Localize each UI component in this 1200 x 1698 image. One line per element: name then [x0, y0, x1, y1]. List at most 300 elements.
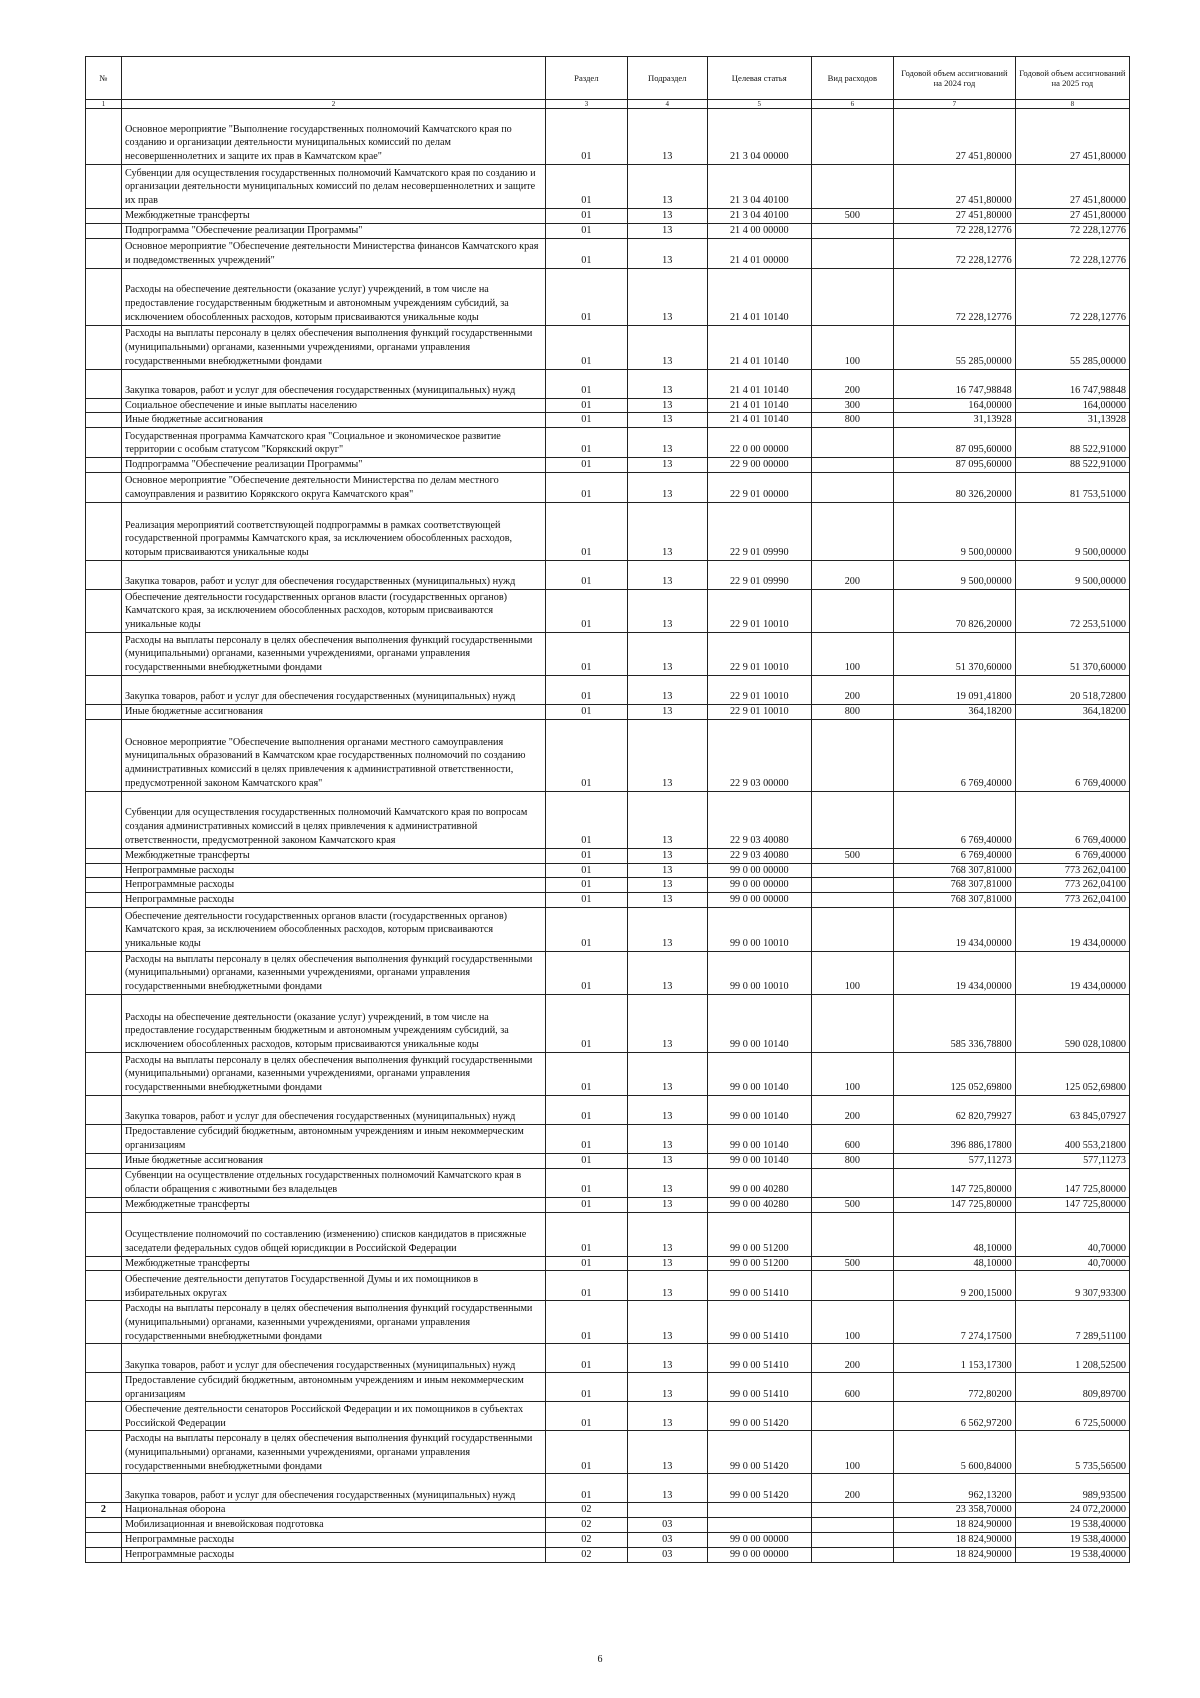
amount-2025: 72 228,12776	[1015, 238, 1129, 268]
amount-2025: 27 451,80000	[1015, 109, 1129, 165]
section-code: 01	[546, 675, 627, 704]
amount-2024: 27 451,80000	[894, 109, 1016, 165]
table-row	[86, 632, 1130, 675]
section-code: 01	[546, 704, 627, 719]
amount-2025: 27 451,80000	[1015, 165, 1129, 209]
expense-type-code	[811, 1402, 894, 1431]
amount-2024: 768 307,81000	[894, 863, 1016, 878]
target-article-code: 99 0 00 00000	[707, 1547, 811, 1562]
expense-type-code: 100	[811, 1431, 894, 1474]
row-number	[86, 1402, 122, 1431]
target-article-code	[707, 1518, 811, 1533]
target-article-code: 99 0 00 51410	[707, 1301, 811, 1344]
expense-type-code	[811, 589, 894, 632]
amount-2024: 62 820,79927	[894, 1095, 1016, 1124]
row-number: 2	[86, 1503, 122, 1518]
budget-table	[85, 56, 1130, 1563]
amount-2024: 31,13928	[894, 413, 1016, 428]
section-code: 01	[546, 165, 627, 209]
subsection-code: 13	[627, 1095, 707, 1124]
expense-type-code: 500	[811, 209, 894, 224]
target-article-code: 22 0 00 00000	[707, 428, 811, 458]
table-row	[86, 791, 1130, 848]
table-row	[86, 994, 1130, 1052]
target-article-code: 22 9 01 00000	[707, 472, 811, 502]
expense-type-code	[811, 223, 894, 238]
table-row	[86, 863, 1130, 878]
section-code: 01	[546, 502, 627, 560]
table-row	[86, 1503, 1130, 1518]
amount-2024: 23 358,70000	[894, 1503, 1016, 1518]
section-code: 01	[546, 1271, 627, 1301]
table-row	[86, 165, 1130, 209]
subsection-code: 13	[627, 428, 707, 458]
expense-name: Расходы на выплаты персоналу в целях обеспечения выполнения функций государственными (муниципальными) органами, казенными учреждениями, органами управления государственными внебюджетными фондами	[121, 632, 545, 675]
amount-2025: 31,13928	[1015, 413, 1129, 428]
expense-name: Непрограммные расходы	[121, 1532, 545, 1547]
expense-name: Предоставление субсидий бюджетным, автономным учреждениям и иным некоммерческим организациям	[121, 1124, 545, 1153]
expense-name: Закупка товаров, работ и услуг для обеспечения государственных (муниципальных) нужд	[121, 675, 545, 704]
expense-type-code	[811, 238, 894, 268]
row-number	[86, 1532, 122, 1547]
amount-2024: 48,10000	[894, 1212, 1016, 1256]
target-article-code: 99 0 00 00000	[707, 1532, 811, 1547]
expense-type-code: 100	[811, 1052, 894, 1095]
section-code: 01	[546, 1052, 627, 1095]
expense-name: Расходы на выплаты персоналу в целях обеспечения выполнения функций государственными (муниципальными) органами, казенными учреждениями, органами управления государственными внебюджетными фондами	[121, 951, 545, 994]
expense-type-code	[811, 109, 894, 165]
amount-2024: 16 747,98848	[894, 369, 1016, 398]
section-code: 01	[546, 1474, 627, 1503]
target-article-code: 21 4 00 00000	[707, 223, 811, 238]
subsection-code: 13	[627, 165, 707, 209]
section-code: 01	[546, 238, 627, 268]
subsection-code: 13	[627, 1402, 707, 1431]
row-number	[86, 165, 122, 209]
row-number	[86, 878, 122, 893]
row-number	[86, 472, 122, 502]
page-number: 6	[597, 1654, 603, 1665]
amount-2025: 9 500,00000	[1015, 560, 1129, 589]
subsection-code: 13	[627, 863, 707, 878]
amount-2025: 6 769,40000	[1015, 848, 1129, 863]
amount-2025: 577,11273	[1015, 1153, 1129, 1168]
amount-2025: 9 500,00000	[1015, 502, 1129, 560]
section-code: 01	[546, 893, 627, 908]
expense-type-code	[811, 1503, 894, 1518]
expense-type-code	[811, 1547, 894, 1562]
table-row	[86, 1373, 1130, 1402]
row-number	[86, 994, 122, 1052]
expense-name: Иные бюджетные ассигнования	[121, 704, 545, 719]
target-article-code: 99 0 00 10140	[707, 1153, 811, 1168]
row-number	[86, 863, 122, 878]
expense-type-code: 200	[811, 675, 894, 704]
table-row	[86, 719, 1130, 791]
index-cell: 2	[121, 100, 545, 109]
subsection-code: 13	[627, 1344, 707, 1373]
header-name	[121, 57, 545, 100]
amount-2025: 19 538,40000	[1015, 1518, 1129, 1533]
expense-name: Основное мероприятие "Выполнение государственных полномочий Камчатского края по созданию и организации деятельности муниципальных комиссий по делам несовершеннолетних и защите их прав в Камчатском крае"	[121, 109, 545, 165]
expense-type-code	[811, 907, 894, 951]
row-number	[86, 223, 122, 238]
section-code: 01	[546, 1124, 627, 1153]
amount-2025: 7 289,51100	[1015, 1301, 1129, 1344]
subsection-code: 13	[627, 675, 707, 704]
amount-2025: 40,70000	[1015, 1212, 1129, 1256]
amount-2025: 989,93500	[1015, 1474, 1129, 1503]
index-cell: 1	[86, 100, 122, 109]
expense-name: Подпрограмма "Обеспечение реализации Программы"	[121, 458, 545, 473]
expense-name: Расходы на обеспечение деятельности (оказание услуг) учреждений, в том числе на предоставление государственным бюджетным и автономным учреждениям субсидий, за исключением обособленных расходов, которым присваиваются уникальные коды	[121, 268, 545, 325]
expense-name: Закупка товаров, работ и услуг для обеспечения государственных (муниципальных) нужд	[121, 1095, 545, 1124]
section-code: 01	[546, 1373, 627, 1402]
target-article-code: 99 0 00 10140	[707, 1095, 811, 1124]
expense-name: Обеспечение деятельности сенаторов Российской Федерации и их помощников в субъектах Российской Федерации	[121, 1402, 545, 1431]
target-article-code: 21 4 01 10140	[707, 325, 811, 369]
index-cell: 5	[707, 100, 811, 109]
row-number	[86, 632, 122, 675]
table-index-row	[86, 100, 1130, 109]
subsection-code: 13	[627, 502, 707, 560]
target-article-code: 22 9 01 10010	[707, 632, 811, 675]
expense-name: Иные бюджетные ассигнования	[121, 413, 545, 428]
target-article-code: 21 4 01 10140	[707, 369, 811, 398]
expense-type-code: 200	[811, 1474, 894, 1503]
amount-2024: 80 326,20000	[894, 472, 1016, 502]
target-article-code: 21 3 04 00000	[707, 109, 811, 165]
row-number	[86, 1124, 122, 1153]
amount-2025: 147 725,80000	[1015, 1197, 1129, 1212]
amount-2025: 27 451,80000	[1015, 209, 1129, 224]
amount-2024: 87 095,60000	[894, 458, 1016, 473]
expense-name: Иные бюджетные ассигнования	[121, 1153, 545, 1168]
expense-type-code	[811, 458, 894, 473]
amount-2025: 63 845,07927	[1015, 1095, 1129, 1124]
amount-2024: 27 451,80000	[894, 165, 1016, 209]
section-code: 01	[546, 951, 627, 994]
row-number	[86, 1431, 122, 1474]
section-code: 01	[546, 560, 627, 589]
expense-name: Реализация мероприятий соответствующей подпрограммы в рамках соответствующей государственной программы Камчатского края, за исключением обособленных расходов, которым присваиваются уникальные коды	[121, 502, 545, 560]
amount-2024: 48,10000	[894, 1256, 1016, 1271]
row-number	[86, 704, 122, 719]
row-number	[86, 369, 122, 398]
row-number	[86, 268, 122, 325]
section-code: 01	[546, 719, 627, 791]
target-article-code: 22 9 01 10010	[707, 589, 811, 632]
amount-2025: 6 725,50000	[1015, 1402, 1129, 1431]
amount-2025: 125 052,69800	[1015, 1052, 1129, 1095]
index-cell: 3	[546, 100, 627, 109]
amount-2025: 400 553,21800	[1015, 1124, 1129, 1153]
expense-name: Мобилизационная и вневойсковая подготовка	[121, 1518, 545, 1533]
amount-2024: 5 600,84000	[894, 1431, 1016, 1474]
section-code: 01	[546, 325, 627, 369]
amount-2025: 773 262,04100	[1015, 878, 1129, 893]
expense-name: Обеспечение деятельности государственных органов власти (государственных органов) Камчатского края, за исключением обособленных расходов, которым присваиваются уникальные коды	[121, 907, 545, 951]
subsection-code: 13	[627, 719, 707, 791]
target-article-code: 99 0 00 51200	[707, 1256, 811, 1271]
expense-type-code: 500	[811, 848, 894, 863]
section-code: 01	[546, 878, 627, 893]
index-cell: 6	[811, 100, 894, 109]
expense-name: Основное мероприятие "Обеспечение деятельности Министерства финансов Камчатского края и подведомственных учреждений"	[121, 238, 545, 268]
table-row	[86, 325, 1130, 369]
row-number	[86, 907, 122, 951]
row-number	[86, 1271, 122, 1301]
row-number	[86, 1168, 122, 1197]
subsection-code: 13	[627, 223, 707, 238]
index-cell: 8	[1015, 100, 1129, 109]
target-article-code: 21 4 01 10140	[707, 413, 811, 428]
table-row	[86, 878, 1130, 893]
expense-type-code	[811, 472, 894, 502]
target-article-code: 99 0 00 51420	[707, 1431, 811, 1474]
subsection-code: 13	[627, 1474, 707, 1503]
expense-name: Субвенции на осуществление отдельных государственных полномочий Камчатского края в области обращения с животными без владельцев	[121, 1168, 545, 1197]
expense-type-code: 200	[811, 1095, 894, 1124]
table-body	[86, 109, 1130, 1563]
expense-name: Межбюджетные трансферты	[121, 1256, 545, 1271]
row-number	[86, 1153, 122, 1168]
amount-2024: 6 562,97200	[894, 1402, 1016, 1431]
expense-type-code: 100	[811, 1301, 894, 1344]
amount-2025: 55 285,00000	[1015, 325, 1129, 369]
amount-2025: 364,18200	[1015, 704, 1129, 719]
amount-2025: 16 747,98848	[1015, 369, 1129, 398]
subsection-code: 13	[627, 1168, 707, 1197]
table-row	[86, 1052, 1130, 1095]
table-row	[86, 1518, 1130, 1533]
row-number	[86, 502, 122, 560]
expense-type-code: 500	[811, 1256, 894, 1271]
target-article-code: 99 0 00 10140	[707, 1052, 811, 1095]
target-article-code: 22 9 03 40080	[707, 848, 811, 863]
amount-2025: 24 072,20000	[1015, 1503, 1129, 1518]
expense-type-code: 500	[811, 1197, 894, 1212]
expense-name: Закупка товаров, работ и услуг для обеспечения государственных (муниципальных) нужд	[121, 560, 545, 589]
expense-type-code	[811, 994, 894, 1052]
expense-name: Подпрограмма "Обеспечение реализации Программы"	[121, 223, 545, 238]
row-number	[86, 398, 122, 413]
index-cell: 7	[894, 100, 1016, 109]
amount-2024: 772,80200	[894, 1373, 1016, 1402]
expense-type-code	[811, 428, 894, 458]
section-code: 01	[546, 1153, 627, 1168]
expense-name: Обеспечение деятельности государственных органов власти (государственных органов) Камчатского края, за исключением обособленных расходов, которым присваиваются уникальные коды	[121, 589, 545, 632]
expense-type-code: 800	[811, 413, 894, 428]
row-number	[86, 1197, 122, 1212]
target-article-code: 99 0 00 51410	[707, 1373, 811, 1402]
row-number	[86, 893, 122, 908]
expense-type-code: 100	[811, 325, 894, 369]
expense-name: Национальная оборона	[121, 1503, 545, 1518]
table-row	[86, 502, 1130, 560]
expense-type-code	[811, 719, 894, 791]
expense-type-code: 300	[811, 398, 894, 413]
row-number	[86, 589, 122, 632]
expense-type-code: 600	[811, 1124, 894, 1153]
expense-name: Государственная программа Камчатского края "Социальное и экономическое развитие территории с особым статусом "Корякский округ"	[121, 428, 545, 458]
section-code: 01	[546, 369, 627, 398]
expense-name: Расходы на обеспечение деятельности (оказание услуг) учреждений, в том числе на предоставление государственным бюджетным и автономным учреждениям субсидий, за исключением обособленных расходов, которым присваиваются уникальные коды	[121, 994, 545, 1052]
amount-2024: 164,00000	[894, 398, 1016, 413]
subsection-code: 13	[627, 848, 707, 863]
amount-2025: 6 769,40000	[1015, 719, 1129, 791]
target-article-code: 22 9 03 00000	[707, 719, 811, 791]
section-code: 02	[546, 1518, 627, 1533]
table-row	[86, 413, 1130, 428]
expense-name: Обеспечение деятельности депутатов Государственной Думы и их помощников в избирательных округах	[121, 1271, 545, 1301]
expense-name: Расходы на выплаты персоналу в целях обеспечения выполнения функций государственными (муниципальными) органами, казенными учреждениями, органами управления государственными внебюджетными фондами	[121, 1052, 545, 1095]
amount-2025: 72 253,51000	[1015, 589, 1129, 632]
target-article-code: 99 0 00 40280	[707, 1197, 811, 1212]
amount-2024: 9 500,00000	[894, 502, 1016, 560]
subsection-code: 13	[627, 1256, 707, 1271]
row-number	[86, 719, 122, 791]
subsection-code: 13	[627, 398, 707, 413]
amount-2025: 809,89700	[1015, 1373, 1129, 1402]
expense-name: Основное мероприятие "Обеспечение деятельности Министерства по делам местного самоуправления и развитию Корякского округа Камчатского края"	[121, 472, 545, 502]
target-article-code: 22 9 01 10010	[707, 675, 811, 704]
expense-type-code	[811, 1271, 894, 1301]
subsection-code: 13	[627, 458, 707, 473]
table-row	[86, 589, 1130, 632]
table-row	[86, 1474, 1130, 1503]
expense-type-code	[811, 791, 894, 848]
amount-2024: 70 826,20000	[894, 589, 1016, 632]
header-amount-2024: Годовой объем ассигнований на 2024 год	[894, 57, 1016, 100]
expense-name: Расходы на выплаты персоналу в целях обеспечения выполнения функций государственными (муниципальными) органами, казенными учреждениями, органами управления государственными внебюджетными фондами	[121, 325, 545, 369]
amount-2025: 40,70000	[1015, 1256, 1129, 1271]
table-row	[86, 1256, 1130, 1271]
header-amount-2025: Годовой объем ассигнований на 2025 год	[1015, 57, 1129, 100]
section-code: 01	[546, 632, 627, 675]
expense-name: Межбюджетные трансферты	[121, 1197, 545, 1212]
subsection-code: 13	[627, 878, 707, 893]
row-number	[86, 458, 122, 473]
amount-2024: 396 886,17800	[894, 1124, 1016, 1153]
table-row	[86, 951, 1130, 994]
table-row	[86, 369, 1130, 398]
target-article-code: 21 4 01 00000	[707, 238, 811, 268]
expense-type-code: 100	[811, 632, 894, 675]
table-row	[86, 560, 1130, 589]
section-code: 01	[546, 1301, 627, 1344]
section-code: 01	[546, 209, 627, 224]
section-code: 01	[546, 1168, 627, 1197]
expense-type-code	[811, 893, 894, 908]
subsection-code: 13	[627, 1301, 707, 1344]
header-subsection: Подраздел	[627, 57, 707, 100]
expense-name: Расходы на выплаты персоналу в целях обеспечения выполнения функций государственными (муниципальными) органами, казенными учреждениями, органами управления государственными внебюджетными фондами	[121, 1301, 545, 1344]
subsection-code: 13	[627, 632, 707, 675]
amount-2025: 72 228,12776	[1015, 268, 1129, 325]
section-code: 01	[546, 1212, 627, 1256]
expense-name: Непрограммные расходы	[121, 893, 545, 908]
expense-type-code: 800	[811, 704, 894, 719]
row-number	[86, 1547, 122, 1562]
expense-name: Непрограммные расходы	[121, 878, 545, 893]
amount-2024: 364,18200	[894, 704, 1016, 719]
expense-type-code	[811, 878, 894, 893]
table-row	[86, 472, 1130, 502]
expense-type-code: 800	[811, 1153, 894, 1168]
section-code: 01	[546, 472, 627, 502]
table-row	[86, 109, 1130, 165]
expense-type-code: 200	[811, 369, 894, 398]
amount-2024: 9 200,15000	[894, 1271, 1016, 1301]
section-code: 01	[546, 1095, 627, 1124]
table-row	[86, 1547, 1130, 1562]
section-code: 02	[546, 1503, 627, 1518]
expense-type-code	[811, 165, 894, 209]
target-article-code: 99 0 00 51420	[707, 1474, 811, 1503]
subsection-code: 13	[627, 109, 707, 165]
amount-2024: 147 725,80000	[894, 1168, 1016, 1197]
amount-2024: 6 769,40000	[894, 791, 1016, 848]
row-number	[86, 1373, 122, 1402]
subsection-code: 13	[627, 1052, 707, 1095]
amount-2024: 7 274,17500	[894, 1301, 1016, 1344]
target-article-code: 99 0 00 10010	[707, 951, 811, 994]
row-number	[86, 1052, 122, 1095]
section-code: 01	[546, 398, 627, 413]
header-target-article: Целевая статья	[707, 57, 811, 100]
subsection-code: 13	[627, 1153, 707, 1168]
target-article-code: 21 4 01 10140	[707, 268, 811, 325]
table-row	[86, 1095, 1130, 1124]
target-article-code	[707, 1503, 811, 1518]
subsection-code: 13	[627, 1124, 707, 1153]
section-code: 01	[546, 428, 627, 458]
amount-2025: 88 522,91000	[1015, 458, 1129, 473]
table-row	[86, 458, 1130, 473]
amount-2024: 18 824,90000	[894, 1547, 1016, 1562]
subsection-code: 03	[627, 1547, 707, 1562]
amount-2025: 6 769,40000	[1015, 791, 1129, 848]
table-row	[86, 704, 1130, 719]
amount-2025: 773 262,04100	[1015, 863, 1129, 878]
subsection-code: 13	[627, 369, 707, 398]
amount-2025: 51 370,60000	[1015, 632, 1129, 675]
amount-2025: 164,00000	[1015, 398, 1129, 413]
amount-2025: 19 538,40000	[1015, 1547, 1129, 1562]
row-number	[86, 1344, 122, 1373]
target-article-code: 99 0 00 40280	[707, 1168, 811, 1197]
target-article-code: 22 9 01 09990	[707, 502, 811, 560]
amount-2024: 19 434,00000	[894, 951, 1016, 994]
amount-2025: 19 434,00000	[1015, 951, 1129, 994]
subsection-code: 13	[627, 791, 707, 848]
row-number	[86, 848, 122, 863]
row-number	[86, 238, 122, 268]
target-article-code: 99 0 00 51410	[707, 1344, 811, 1373]
table-row	[86, 675, 1130, 704]
subsection-code: 13	[627, 951, 707, 994]
table-row	[86, 893, 1130, 908]
expense-name: Субвенции для осуществления государственных полномочий Камчатского края по созданию и организации деятельности муниципальных комиссий по делам несовершеннолетних и защите их прав	[121, 165, 545, 209]
target-article-code: 99 0 00 00000	[707, 863, 811, 878]
amount-2025: 81 753,51000	[1015, 472, 1129, 502]
target-article-code: 22 9 00 00000	[707, 458, 811, 473]
target-article-code: 22 9 01 09990	[707, 560, 811, 589]
amount-2024: 6 769,40000	[894, 848, 1016, 863]
table-row	[86, 1532, 1130, 1547]
amount-2025: 5 735,56500	[1015, 1431, 1129, 1474]
